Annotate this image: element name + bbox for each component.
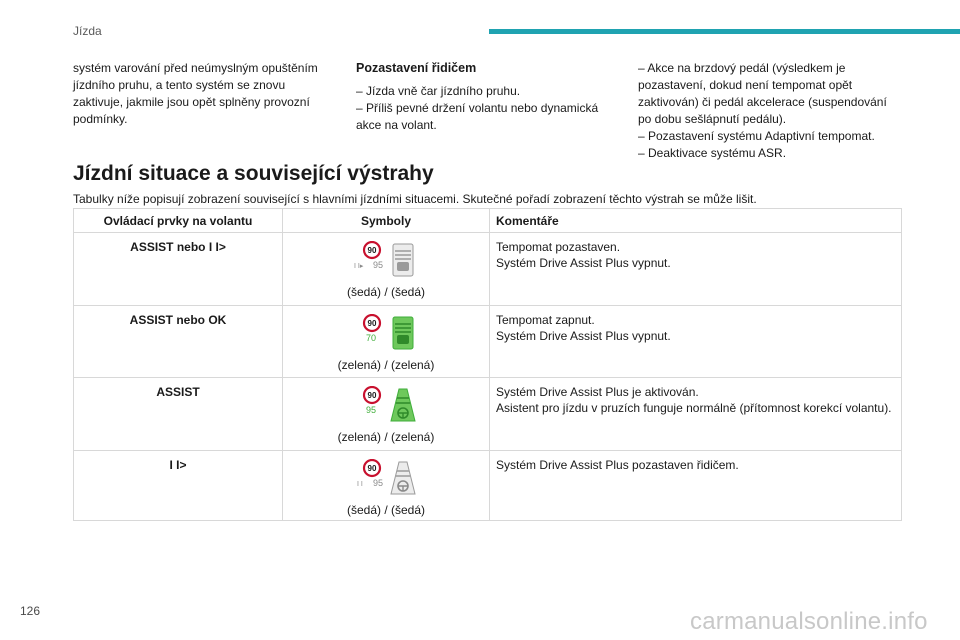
- table-row: [74, 232, 901, 305]
- watermark: carmanualsonline.info: [690, 608, 928, 635]
- driving-situations-table: [73, 208, 902, 521]
- intro-column-3: [638, 60, 900, 162]
- comment-line: Tempomat pozastaven.: [496, 240, 621, 254]
- comment-line: Systém Drive Assist Plus pozastaven řidičem.: [496, 458, 739, 472]
- speed-value: 95: [373, 260, 384, 270]
- comment-line: Systém Drive Assist Plus je aktivován.: [496, 385, 699, 399]
- comment-line: Asistent pro jízdu v pruzích funguje normálně (přítomnost korekcí volantu).: [496, 401, 892, 415]
- intro-column-2: [356, 60, 618, 134]
- table-row: [74, 305, 901, 377]
- limit-value: 90: [367, 464, 377, 473]
- comment-line: Tempomat zapnut.: [496, 313, 595, 327]
- drive-assist-paused-grey-icon: [351, 459, 421, 497]
- section-label: Jízda: [73, 24, 102, 38]
- control-label: ASSIST: [156, 385, 200, 399]
- control-label: I I>: [169, 458, 187, 472]
- section-title: Jízdní situace a související výstrahy: [73, 162, 434, 185]
- comment-line: Systém Drive Assist Plus vypnut.: [496, 256, 671, 270]
- pause-prefix: I I: [357, 481, 363, 488]
- col3-item: – Deaktivace systému ASR.: [638, 146, 787, 160]
- header-symbols: Symboly: [283, 209, 490, 232]
- speed-value: 95: [366, 405, 377, 415]
- speed-value: 95: [373, 478, 384, 488]
- speed-value: 70: [366, 333, 377, 343]
- control-label: ASSIST nebo OK: [129, 313, 227, 327]
- cruise-on-green-icon: [351, 314, 421, 352]
- header-controls: Ovládací prvky na volantu: [74, 209, 283, 232]
- col3-item: – Akce na brzdový pedál (výsledkem je pozastavení, dokud není tempomat opět zaktivován) či pedál akcelerace (suspendování po dobu sešlápnutí pedálu).: [638, 61, 887, 126]
- header-comments: Komentáře: [496, 214, 559, 228]
- table-row: [74, 377, 901, 450]
- limit-value: 90: [367, 391, 377, 400]
- symbol-colors: (zelená) / (zelená): [337, 358, 435, 372]
- driver-pause-heading: Pozastavení řidičem: [356, 61, 477, 75]
- drive-assist-active-green-icon: [351, 386, 421, 424]
- col2-item: – Příliš pevné držení volantu nebo dynamická akce na volant.: [356, 101, 599, 132]
- section-intro: Tabulky níže popisují zobrazení související s hlavními jízdními situacemi. Skutečné pořadí zobrazení těchto výstrah se může lišit.: [73, 192, 757, 206]
- control-label: ASSIST nebo I I>: [130, 240, 226, 254]
- col1-text: systém varování před neúmyslným opuštěním jízdního pruhu, a tento systém se znovu zaktivuje, jakmile jsou opět splněny provozní podmínky.: [73, 61, 318, 126]
- comment-line: Systém Drive Assist Plus vypnut.: [496, 329, 671, 343]
- limit-value: 90: [367, 319, 377, 328]
- table-header-row: [74, 209, 901, 232]
- cruise-paused-grey-icon: [351, 241, 421, 279]
- col3-item: – Pozastavení systému Adaptivní tempomat.: [638, 129, 875, 143]
- symbol-colors: (šedá) / (šedá): [346, 503, 426, 517]
- limit-value: 90: [367, 246, 377, 255]
- col2-item: – Jízda vně čar jízdního pruhu.: [356, 84, 521, 98]
- pause-prefix: I I▸: [354, 263, 364, 270]
- page-number: 126: [20, 604, 41, 618]
- intro-column-1: [73, 60, 335, 128]
- table-row: [74, 450, 901, 520]
- accent-bar: [489, 29, 960, 34]
- symbol-colors: (šedá) / (šedá): [346, 285, 426, 299]
- symbol-colors: (zelená) / (zelená): [337, 430, 435, 444]
